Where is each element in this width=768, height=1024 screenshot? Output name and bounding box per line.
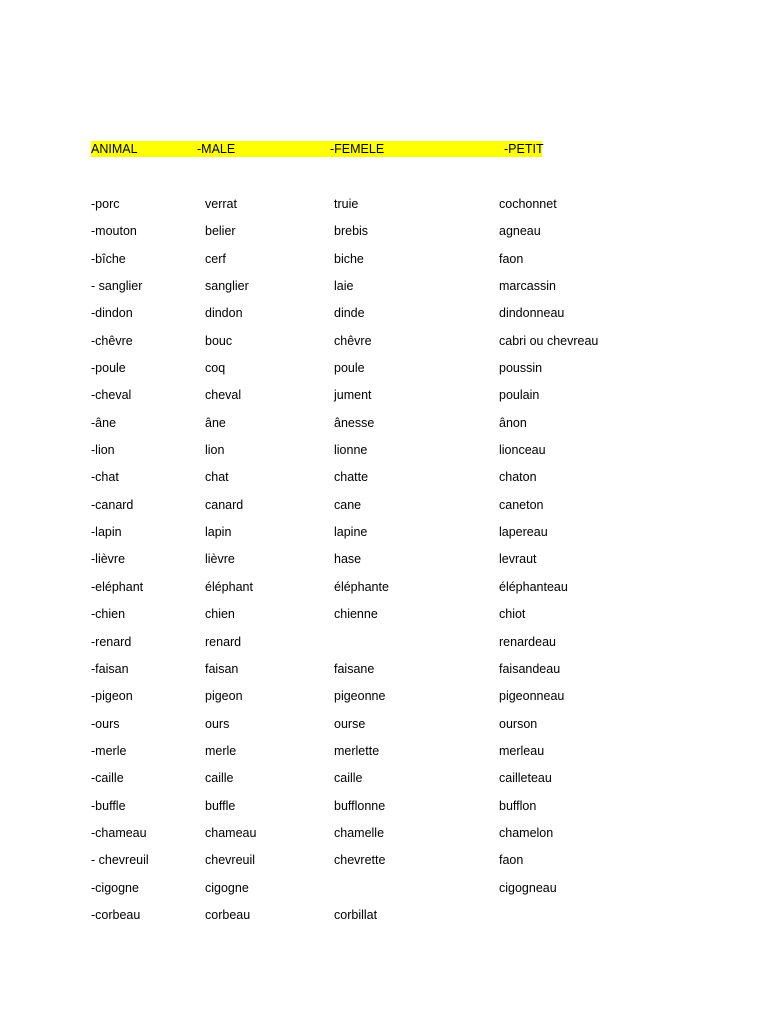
cell-petit: faisandeau: [499, 661, 561, 676]
cell-femele: lapine: [334, 525, 368, 540]
table-row: [0, 907, 768, 934]
cell-male: lion: [205, 443, 225, 458]
cell-male: bouc: [205, 333, 233, 348]
cell-femele: truie: [334, 197, 359, 211]
table-row: [0, 852, 768, 879]
cell-femele: biche: [334, 251, 364, 266]
cell-animal: -cheval: [91, 388, 132, 403]
cell-petit: levraut: [499, 552, 537, 567]
cell-male: corbeau: [205, 907, 251, 922]
cell-femele: caille: [334, 771, 363, 786]
cell-petit: caneton: [499, 497, 544, 512]
table-row: [0, 688, 768, 715]
cell-male: pigeon: [205, 689, 243, 704]
table-row: [0, 360, 768, 387]
cell-petit: faon: [499, 853, 524, 868]
cell-male: éléphant: [205, 579, 253, 594]
table-row: [0, 579, 768, 606]
cell-male: coq: [205, 361, 226, 376]
cell-male: chat: [205, 470, 229, 485]
table-row: [0, 278, 768, 305]
cell-petit: poussin: [499, 361, 543, 376]
cell-petit: éléphanteau: [499, 579, 568, 594]
cell-animal: -faisan: [91, 661, 129, 676]
cell-animal: -chêvre: [91, 333, 133, 348]
cell-femele: dinde: [334, 306, 365, 321]
table-row: [0, 770, 768, 797]
table-row: [0, 251, 768, 278]
table-row: [0, 634, 768, 661]
cell-male: verrat: [205, 197, 237, 211]
cell-male: buffle: [205, 798, 236, 813]
table-row: [0, 524, 768, 551]
cell-male: faisan: [205, 661, 239, 676]
cell-animal: -porc: [91, 197, 120, 211]
cell-femele: chienne: [334, 607, 378, 622]
cell-petit: faon: [499, 251, 524, 266]
cell-femele: brebis: [334, 224, 369, 239]
cell-femele: merlette: [334, 743, 380, 758]
cell-animal: -caille: [91, 771, 124, 786]
cell-animal: -eléphant: [91, 579, 144, 594]
cell-male: canard: [205, 497, 244, 512]
header-femele: -FEMELE: [330, 142, 385, 156]
animal-table-body: [0, 196, 768, 934]
table-row: [0, 743, 768, 770]
cell-petit: agneau: [499, 224, 541, 239]
cell-femele: lionne: [334, 443, 368, 458]
table-row: [0, 798, 768, 825]
cell-animal: -ours: [91, 716, 120, 731]
cell-male: cerf: [205, 251, 226, 266]
cell-animal: -cigogne: [91, 880, 139, 895]
cell-animal: -poule: [91, 361, 126, 376]
table-row: [0, 551, 768, 578]
cell-petit: cabri ou chevreau: [499, 333, 599, 348]
cell-animal: -chien: [91, 607, 126, 622]
cell-male: chameau: [205, 825, 257, 840]
table-row: [0, 716, 768, 743]
cell-animal: -âne: [91, 415, 117, 430]
cell-animal: -chat: [91, 470, 119, 485]
cell-petit: bufflon: [499, 798, 537, 813]
cell-male: lapin: [205, 525, 232, 540]
cell-male: dindon: [205, 306, 243, 321]
cell-male: belier: [205, 224, 236, 239]
cell-male: ours: [205, 716, 230, 731]
table-row: [0, 442, 768, 469]
cell-femele: poule: [334, 361, 365, 376]
cell-petit: marcassin: [499, 279, 556, 294]
table-header-highlight: [91, 141, 542, 157]
cell-femele: faisane: [334, 661, 375, 676]
cell-animal: -chameau: [91, 825, 147, 840]
cell-petit: chiot: [499, 607, 526, 622]
cell-animal: -merle: [91, 743, 127, 758]
table-row: [0, 223, 768, 250]
cell-femele: hase: [334, 552, 362, 567]
cell-animal: -lion: [91, 443, 115, 458]
cell-femele: cane: [334, 497, 362, 512]
cell-animal: - chevreuil: [91, 853, 149, 868]
cell-femele: pigeonne: [334, 689, 386, 704]
cell-male: renard: [205, 634, 242, 649]
cell-male: cigogne: [205, 880, 249, 895]
cell-petit: poulain: [499, 388, 540, 403]
cell-animal: -bîche: [91, 251, 126, 266]
cell-animal: -mouton: [91, 224, 137, 239]
table-row: [0, 469, 768, 496]
cell-petit: merleau: [499, 743, 545, 758]
cell-male: lièvre: [205, 552, 235, 567]
cell-petit: ânon: [499, 415, 527, 430]
cell-male: cheval: [205, 388, 242, 403]
cell-petit: cochonnet: [499, 197, 557, 211]
header-animal: ANIMAL: [91, 142, 138, 156]
table-row: [0, 825, 768, 852]
cell-animal: -dindon: [91, 306, 133, 321]
cell-petit: dindonneau: [499, 306, 565, 321]
cell-animal: -renard: [91, 634, 132, 649]
cell-petit: lapereau: [499, 525, 548, 540]
table-row: [0, 880, 768, 907]
cell-petit: chaton: [499, 470, 537, 485]
cell-femele: chevrette: [334, 853, 386, 868]
cell-petit: renardeau: [499, 634, 556, 649]
cell-petit: cailleteau: [499, 771, 552, 786]
cell-male: âne: [205, 415, 226, 430]
cell-femele: chamelle: [334, 825, 385, 840]
cell-femele: jument: [334, 388, 372, 403]
header-petit: -PETIT: [504, 142, 544, 156]
cell-animal: -canard: [91, 497, 134, 512]
cell-male: sanglier: [205, 279, 249, 294]
cell-petit: chamelon: [499, 825, 554, 840]
table-row: [0, 387, 768, 414]
cell-animal: -corbeau: [91, 907, 141, 922]
table-row: [0, 196, 768, 223]
cell-male: caille: [205, 771, 234, 786]
table-row: [0, 497, 768, 524]
cell-animal: -buffle: [91, 798, 126, 813]
cell-femele: ânesse: [334, 415, 375, 430]
cell-femele: laie: [334, 279, 354, 294]
cell-petit: lionceau: [499, 443, 546, 458]
table-row: [0, 661, 768, 688]
cell-petit: cigogneau: [499, 880, 557, 895]
cell-male: chien: [205, 607, 235, 622]
cell-petit: pigeonneau: [499, 689, 565, 704]
table-row: [0, 333, 768, 360]
cell-animal: -lapin: [91, 525, 122, 540]
cell-femele: ourse: [334, 716, 366, 731]
cell-animal: -lièvre: [91, 552, 126, 567]
header-male: -MALE: [197, 142, 236, 156]
cell-femele: bufflonne: [334, 798, 386, 813]
cell-femele: chatte: [334, 470, 369, 485]
table-row: [0, 606, 768, 633]
cell-male: merle: [205, 743, 237, 758]
table-row: [0, 415, 768, 442]
cell-petit: ourson: [499, 716, 538, 731]
cell-femele: chêvre: [334, 333, 372, 348]
cell-femele: corbillat: [334, 907, 378, 922]
cell-male: chevreuil: [205, 853, 256, 868]
table-row: [0, 305, 768, 332]
cell-femele: éléphante: [334, 579, 389, 594]
cell-animal: - sanglier: [91, 279, 143, 294]
cell-animal: -pigeon: [91, 689, 133, 704]
